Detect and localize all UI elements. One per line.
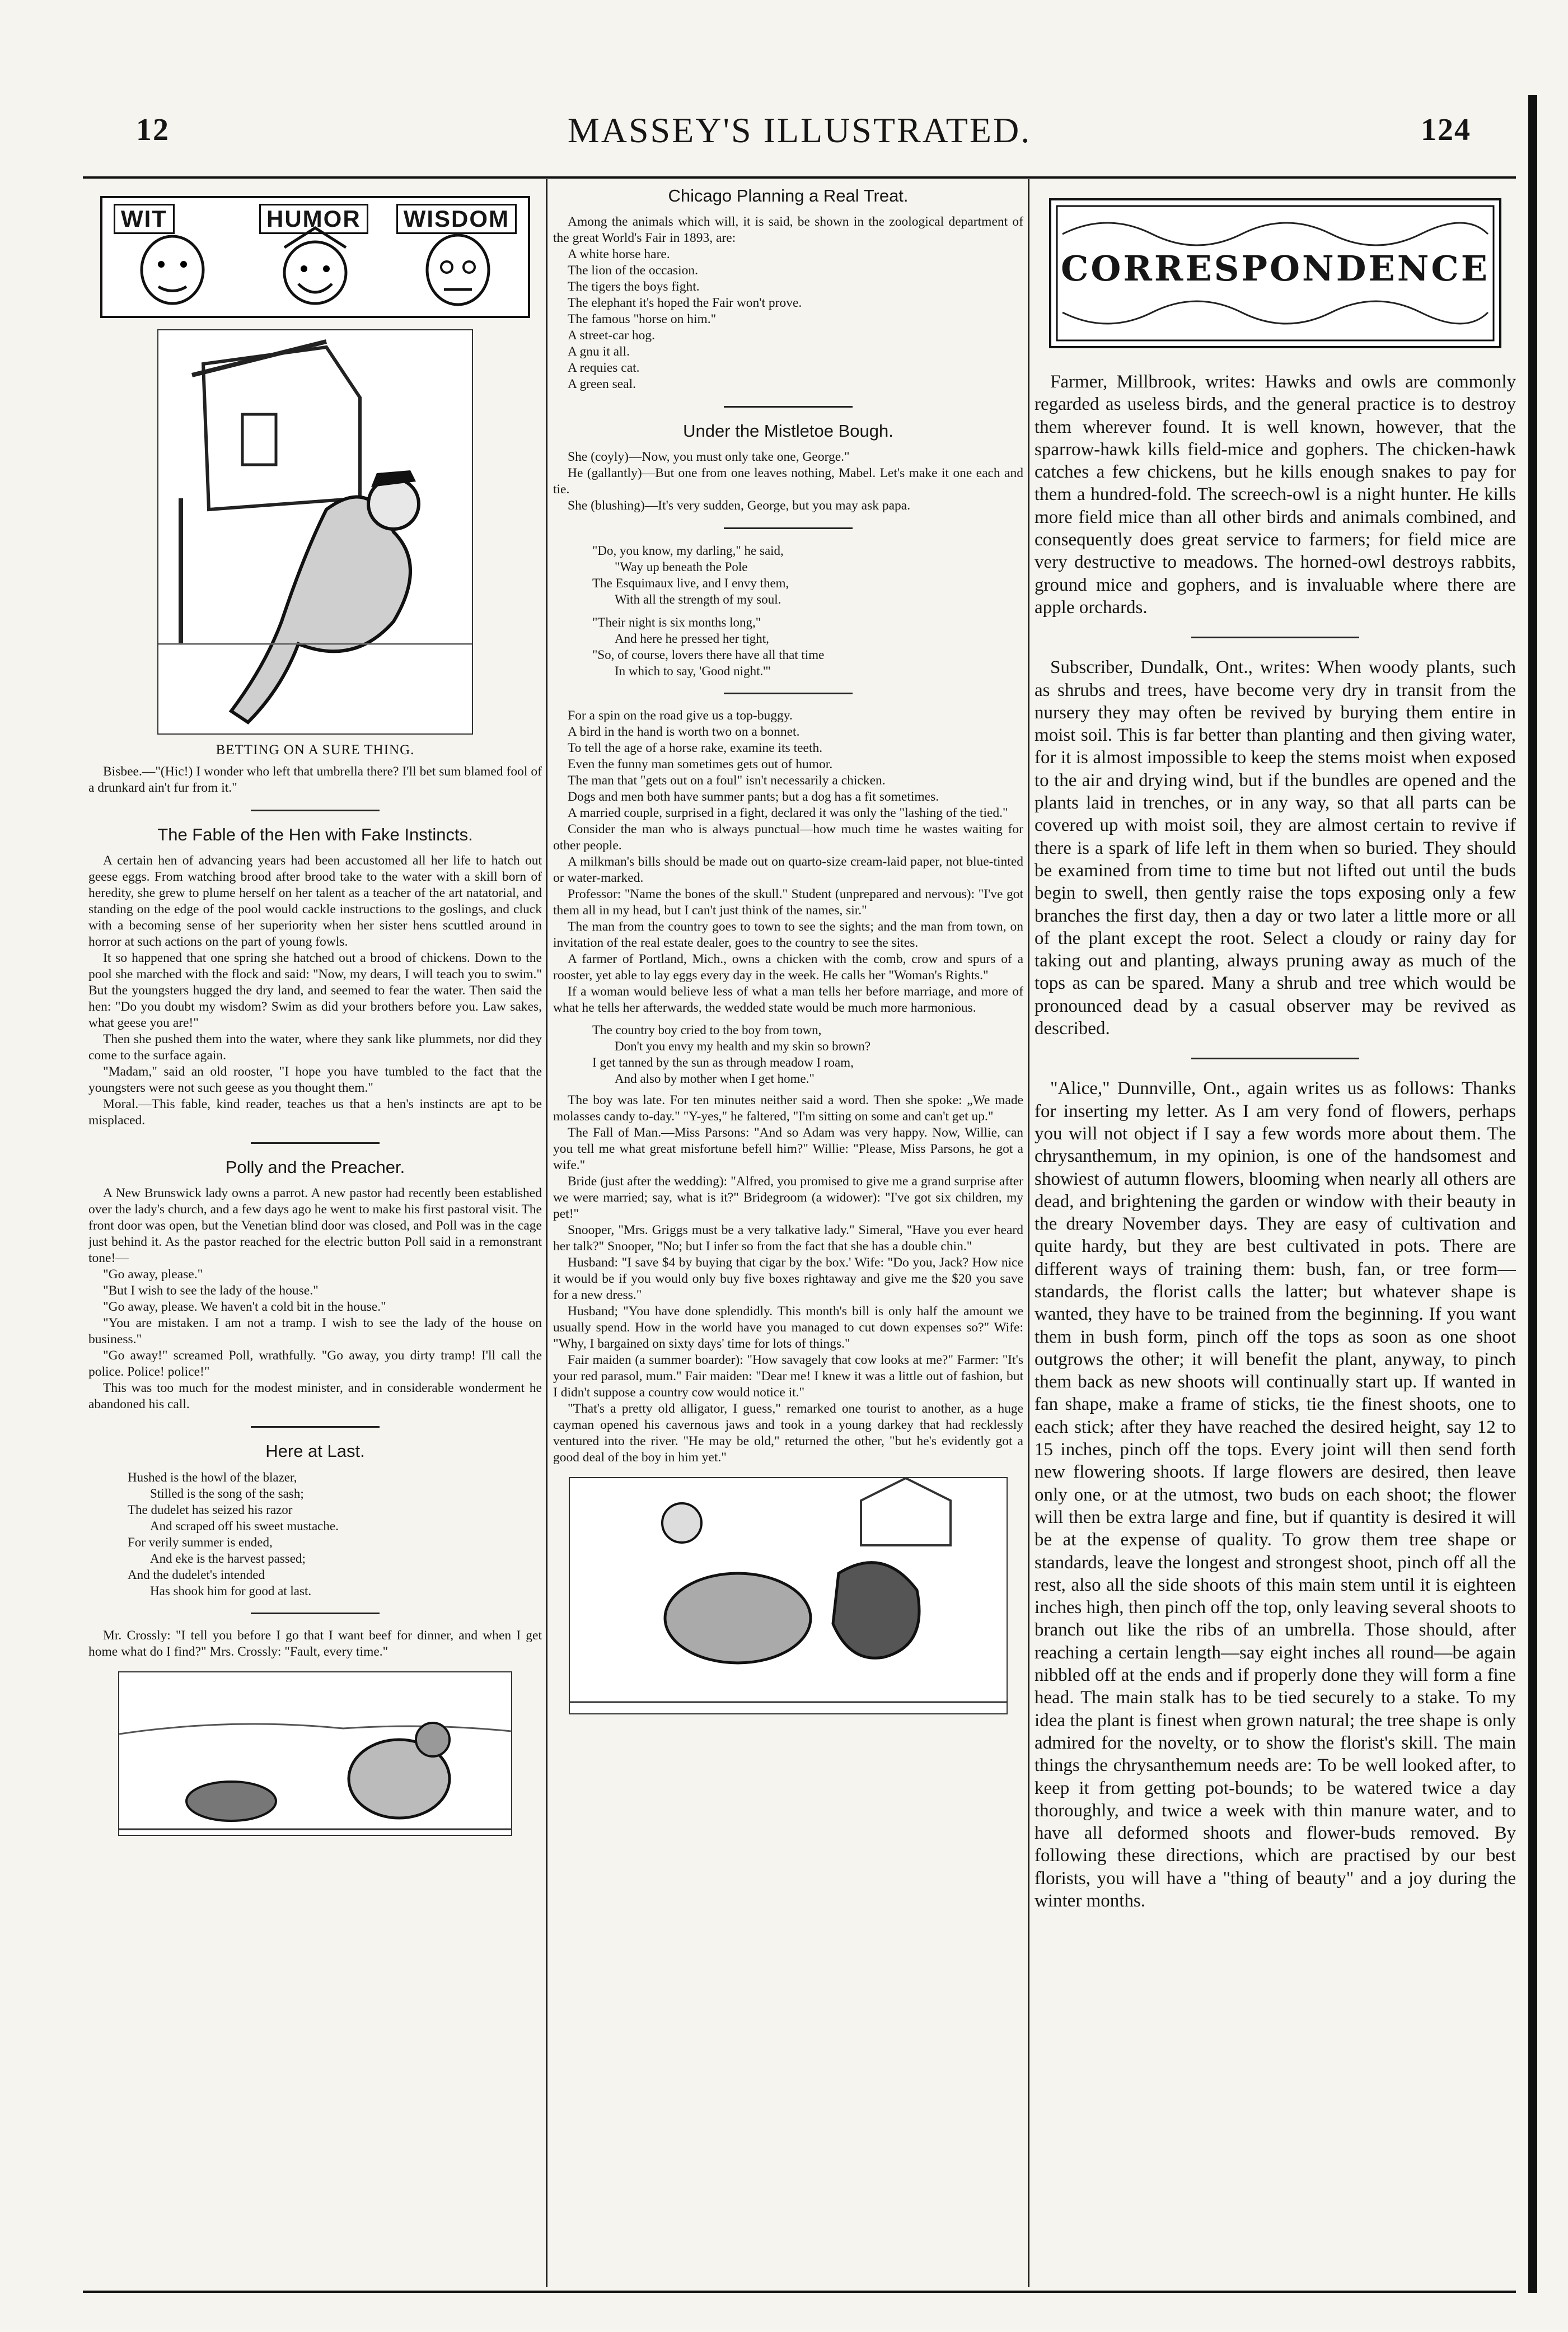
joke-item: To tell the age of a horse rake, examine its teeth.: [568, 741, 823, 755]
here-verse: [128, 1469, 542, 1599]
bald-man-face-icon: [410, 225, 505, 309]
verse-line: "Do, you know, my darling," he said,: [592, 544, 784, 558]
newspaper-page: [83, 95, 1516, 2293]
bottom-rule: [83, 2291, 1516, 2293]
mistletoe-paragraph: She (coyly)—Now, you must only take one, George.": [568, 450, 850, 464]
joke-item: Professor: "Name the bones of the skull." Student (unprepared and nervous): "I've got them all in my head, but I can't just think of the names, sir.": [553, 887, 1023, 918]
joke-item: Husband: "I save $4 by buying that cigar by the box.' Wife: "Do you, Jack? How nice it would be if you would only buy five boxes rightaway and give me the $20 you save for a new dress.": [553, 1255, 1023, 1302]
page-header: [83, 95, 1516, 179]
correspondence-banner: [1049, 198, 1501, 348]
here-heading: Here at Last.: [265, 1441, 365, 1461]
chicago-list: [568, 246, 1023, 392]
verse-line: "Their night is six months long,": [592, 615, 761, 629]
joke-item: The Fall of Man.—Miss Parsons: "And so Adam was very happy. Now, Willie, can you tell me what great misfortune befell him?" Willie: "Please, Miss Parsons, he got a wife.": [553, 1125, 1023, 1172]
column-right: [1035, 179, 1516, 2287]
list-item: The elephant it's hoped the Fair won't prove.: [568, 296, 802, 310]
list-item: A requies cat.: [568, 361, 640, 375]
banner-label-wisdom: WISDOM: [396, 204, 517, 234]
polly-paragraph: "You are mistaken. I am not a tramp. I wish to see the lady of the house on business.": [88, 1316, 542, 1347]
verse-line: I get tanned by the sun as through meadow I roam,: [592, 1055, 854, 1069]
verse-line: The country boy cried to the boy from town,: [592, 1023, 822, 1037]
chicago-heading: Chicago Planning a Real Treat.: [668, 186, 909, 205]
mistletoe-paragraph: He (gallantly)—But one from one leaves nothing, Mabel. Let's make it one each and tie.: [553, 466, 1023, 497]
subscriber-letter: Subscriber, Dundalk, Ont., writes: When woody plants, such as shrubs and trees, have become very dry in transit from the nursery they may often be revived by burying them entire in moist soil. This is far better than planting and then giving water, for it is almost impossible to keep the stems moist when exposed to the air and drying wind, but if the bundles are opened and the plants laid in trenches, or in any way, so that all parts can be covered up with moist soil, they are almost certain to revive if there is a spark of life left in them when so buried. They should be examined from time to time but not lifted out until the buds begin to swell, then gently raise the tops exposing only a few branches the first day, then a day or two later a little more or all of the plant except the root. Select a cloudy or rainy day for taking out and planting, always pruning away as much of the tops as can be spared. Many a shrub and tree which would be pronounced dead by a casual observer may be revived as described.: [1035, 657, 1516, 1039]
verse-line: And scraped off his sweet mustache.: [150, 1519, 339, 1533]
verse-line: Stilled is the song of the sash;: [150, 1487, 304, 1501]
illustration-caption: BETTING ON A SURE THING.: [216, 742, 415, 758]
joke-item: Snooper, "Mrs. Griggs must be a very talkative lady." Simeral, "Have you ever heard her talk?" Snooper, "No; but I infer so from the fact that she has a double chin.": [553, 1223, 1023, 1254]
verse-line: And the dudelet's intended: [128, 1568, 265, 1582]
joke-item: A farmer of Portland, Mich., owns a chicken with the comb, crow and spurs of a rooster, yet able to lay eggs every day in the week. He calls her "Woman's Rights.": [553, 952, 1023, 983]
list-item: A green seal.: [568, 377, 636, 391]
column-middle: [553, 179, 1023, 2287]
fable-paragraph: "Madam," said an old rooster, "I hope you have tumbled to the fact that the youngsters were not such geese as you thought them.": [88, 1064, 542, 1095]
polly-paragraph: "Go away!" screamed Poll, wrathfully. "Go away, you dirty tramp! I'll call the police. Police! police!": [88, 1348, 542, 1379]
verse-line: The dudelet has seized his razor: [128, 1503, 293, 1517]
fable-heading: The Fable of the Hen with Fake Instincts.: [157, 825, 473, 844]
farmer-letter: Farmer, Millbrook, writes: Hawks and owls are commonly regarded as useless birds, and the general practice is to destroy them wherever found. It is well known, however, that the sparrow-hawk kills field-mice and gophers. The chicken-hawk catches a few chickens, but he kills enough snakes to pay for them a hundred-fold. The screech-owl is a night hunter. He kills more field mice than all other birds and animals combined, and consequently does great service to farmers; for field mice are very destructive to meadows. The horned-owl destroys rabbits, ground mice and gophers, and is invaluable where there are apple orchards.: [1035, 372, 1516, 618]
fable-paragraph: A certain hen of advancing years had been accustomed all her life to hatch out geese eggs. From watching brood after brood take to the water with a skill born of heredity, she grew to plume herself on her talent as a teacher of the art natatorial, and standing on the edge of the pool would cackle instructions to the goslings, and cluck with a becoming sense of her superiority when her sister hens scuttled around in horror at such actions on the part of young fowls.: [88, 853, 542, 949]
verse-line: And here he pressed her tight,: [615, 632, 769, 646]
polly-heading: Polly and the Preacher.: [225, 1157, 405, 1177]
section-divider: [251, 810, 380, 811]
drunkard-illustration: [157, 329, 473, 735]
polly-paragraph: This was too much for the modest minister, and in considerable wonderment he abandoned his call.: [88, 1381, 542, 1412]
hen-turtle-illustration: [118, 1671, 512, 1836]
section-divider: [251, 1426, 380, 1428]
section-divider: [724, 693, 853, 694]
joke-item: The man that "gets out on a foul" isn't necessarily a chicken.: [568, 773, 886, 788]
joke-item: If a woman would believe less of what a man tells her before marriage, and more of what he tells her afterwards, the wedded state would be much more harmonious.: [553, 984, 1023, 1015]
joke-item: Bride (just after the wedding): "Alfred, you promised to give me a grand surprise after we were married; say, what is it?" Bridegroom (a widower): "I've got six children, my pet!": [553, 1174, 1023, 1221]
section-divider: [1191, 1058, 1359, 1059]
wit-humor-wisdom-banner: [100, 196, 530, 318]
section-divider: [251, 1142, 380, 1144]
turtle-dog-illustration: [569, 1477, 1008, 1714]
joke-item: The boy was late. For ten minutes neither said a word. Then she spoke: „We made molasses candy to-day." "Y-yes," he faltered, "I'm sitting on some and can't get up.": [553, 1093, 1023, 1124]
mistletoe-heading: Under the Mistletoe Bough.: [683, 421, 893, 441]
column-left: [88, 179, 542, 2287]
joke-item: "That's a pretty old alligator, I guess," remarked one tourist to another, as a huge cayman opened his cavernous jaws and took in a young darkey that had recklessly ventured into the river. "He may be old," returned the other, "but he's evidently got a good deal of the boy in him yet.": [553, 1401, 1023, 1465]
joke-item: A married couple, surprised in a fight, declared it was only the "lashing of the tied.": [568, 806, 1008, 820]
mistletoe-paragraph: She (blushing)—It's very sudden, George, but you may ask papa.: [568, 498, 911, 513]
polly-paragraph: "Go away, please. We haven't a cold bit in the house.": [103, 1300, 386, 1314]
joke-item: Dogs and men both have summer pants; but a dog has a fit sometimes.: [568, 789, 939, 804]
list-item: The famous "horse on him.": [568, 312, 717, 326]
list-item: A gnu it all.: [568, 344, 630, 359]
list-item: A street-car hog.: [568, 328, 655, 343]
joke-item: Consider the man who is always punctual—how much time he wastes waiting for other people.: [553, 822, 1023, 853]
verse-line: Has shook him for good at last.: [150, 1584, 312, 1598]
chicago-intro: Among the animals which will, it is said, be shown in the zoological department of the great World's Fair in 1893, are:: [553, 214, 1023, 245]
bisbee-quote: Bisbee.—"(Hic!) I wonder who left that umbrella there? I'll bet sum blamed fool of a drunkard ain't fur from it.": [88, 764, 542, 795]
verse-line: "Way up beneath the Pole: [615, 560, 748, 574]
section-divider: [1191, 637, 1359, 638]
verse-line: With all the strength of my soul.: [615, 592, 781, 606]
joke-item: Husband; "You have done splendidly. This month's bill is only half the amount we usually spend. How in the world have you managed to cut down expenses so?" Wife: "Why, I bargained on sixty days' time for lots of things.": [553, 1304, 1023, 1351]
polly-paragraph: "Go away, please.": [103, 1267, 203, 1282]
fable-moral: Moral.—This fable, kind reader, teaches us that a hen's instincts are apt to be misplaced.: [88, 1097, 542, 1128]
list-item: The tigers the boys fight.: [568, 279, 700, 294]
verse-line: And also by mother when I get home.": [615, 1072, 815, 1086]
list-item: A white horse hare.: [568, 247, 670, 261]
caricature-face-icon: [125, 225, 220, 309]
list-item: The lion of the occasion.: [568, 263, 698, 278]
country-boy-verse: [592, 1022, 1023, 1087]
verse-line: And eke is the harvest passed;: [150, 1551, 306, 1565]
masthead-title: MASSEY'S ILLUSTRATED.: [567, 110, 1032, 150]
verse-line: The Esquimaux live, and I envy them,: [592, 576, 789, 590]
verse-line: In which to say, 'Good night.'": [615, 664, 771, 678]
verse-line: Hushed is the howl of the blazer,: [128, 1470, 297, 1484]
right-edge-bar: [1528, 95, 1537, 2293]
column-rule: [1028, 179, 1029, 2287]
banner-label-humor: HUMOR: [259, 204, 368, 234]
joke-item: Fair maiden (a summer boarder): "How savagely that cow looks at me?" Farmer: "It's your red parasol, mum." Fair maiden: "Dear me! I knew it was a little out of fashion, but I didn't suppose a country cow would notice it.": [553, 1353, 1023, 1400]
joke-item: For a spin on the road give us a top-buggy.: [568, 708, 793, 723]
page-number-left: 12: [136, 113, 170, 147]
fable-paragraph: Then she pushed them into the water, where they sank like plummets, nor did they come to the surface again.: [88, 1032, 542, 1063]
joke-item: A milkman's bills should be made out on quarto-size cream-laid paper, not blue-tinted or water-marked.: [553, 854, 1023, 885]
jester-face-icon: [268, 225, 363, 309]
polly-paragraph: A New Brunswick lady owns a parrot. A new pastor had recently been established over the lady's church, and a few days ago he went to make his first pastoral visit. The front door was open, but the Venetian blind door was closed, and Poll was in the cage just behind it. As the pastor reached for the electric button Poll said in a remonstrant tone!—: [88, 1186, 542, 1265]
polly-paragraph: "But I wish to see the lady of the house.": [103, 1283, 319, 1298]
crossly-joke: Mr. Crossly: "I tell you before I go that I want beef for dinner, and when I get home what do I find?" Mrs. Crossly: "Fault, every time.": [88, 1628, 542, 1659]
correspondence-title: CORRESPONDENCE: [1060, 248, 1490, 289]
joke-item: A bird in the hand is worth two on a bonnet.: [568, 725, 800, 739]
banner-label-wit: WIT: [114, 204, 175, 234]
alice-letter: "Alice," Dunnville, Ont., again writes us as follows: Thanks for inserting my letter. As I am very fond of flowers, perhaps you will not object if I say a few words more about them. The chrysanthemum, in my opinion, is one of the handsomest and showiest of autumn flowers, blooming when nearly all others are dead, and brightening the garden or window with their beauty in the dreary November days. They are easy of cultivation and quite hardy, but they are best cultivated in pots. There are different ways of training them: bush, fan, or tree form—standards, the florist calls the latter; but whatever shape is wanted, they have to be trained from the beginning. If you want them in bush form, pinch off the tops as soon as one shoot outgrows the other; it will benefit the plant, anyway, to pinch them back as new shoots will continually start up. If wanted in fan shape, make a frame of sticks, tie the finest shoots, one to each stick; after they have reached the desired height, say 12 to 15 inches, pinch off the tops. Every joint will then send forth new flowering shoots. If large flowers are desired, then leave only one, or at the utmost, two buds on each shoot; the flower will then be extra large and fine, but if quantity is desired it will be at the expense of quality. To grow them tree shape or standards, leave the longest and strongest shoot, pinch off all the rest, also all the side shoots of this main stem until it is eighteen inches high, then pinch off the top, only leaving several shoots to branch out like the ribs of an umbrella. Those should, after reaching a certain length—say eight inches all round—be again nibbled off at the ends and if properly done they will form a fine head. The main stalk has to be tied securely to a stake. To my idea the plant is finest when grown natural; the tree shape is only admired for the novelty, or to show the florist's skill. The main things the chrysanthemum needs are: To be well looked after, to keep it from getting pot-bounds; to be watered twice a day thoroughly, and twice a week with thin manure water, and to have all deformed shoots and flower-buds removed. By following these directions, which are practised by our best florists, you will have a "thing of beauty" and a joy during the winter months.: [1035, 1078, 1516, 1911]
section-divider: [724, 527, 853, 529]
esquimaux-verse: [592, 543, 1023, 679]
fable-paragraph: It so happened that one spring she hatched out a brood of chickens. Down to the pool she marched with the flock and said: "Now, my dears, I will teach you to swim." But the youngsters hugged the dry land, and seemed to fear the water. Then said the hen: "Do you doubt my wisdom? Swim as did your brothers before you. Law sakes, what geese you are!": [88, 951, 542, 1030]
verse-line: "So, of course, lovers there have all that time: [592, 648, 825, 662]
page-number-right: 124: [1421, 113, 1471, 147]
section-divider: [251, 1613, 380, 1614]
section-divider: [724, 406, 853, 408]
verse-line: Don't you envy my health and my skin so brown?: [615, 1039, 871, 1053]
joke-item: Even the funny man sometimes gets out of humor.: [568, 757, 833, 772]
column-rule: [546, 179, 547, 2287]
verse-line: For verily summer is ended,: [128, 1535, 273, 1549]
joke-item: The man from the country goes to town to see the sights; and the man from town, on invitation of the real estate dealer, goes to the country to see the sites.: [553, 919, 1023, 950]
